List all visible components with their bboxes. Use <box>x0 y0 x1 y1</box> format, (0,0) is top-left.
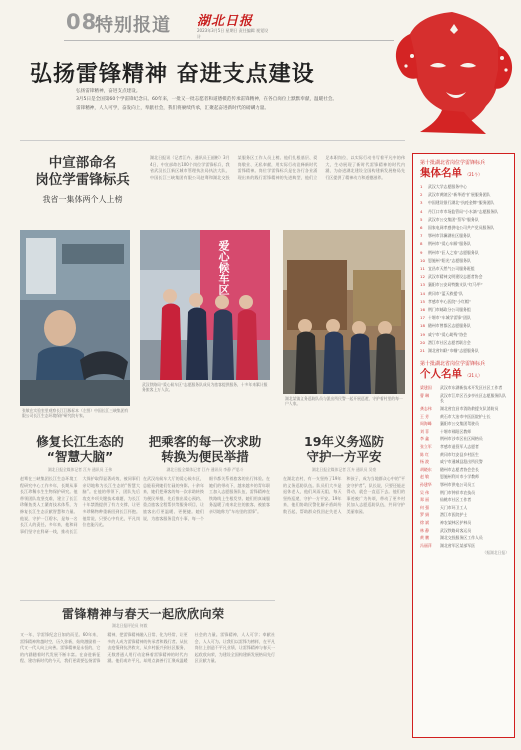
story1-title-line: 修复长江生态的 <box>36 434 124 449</box>
person-list-intro: 第十批湖北省岗位学雷锋标兵 <box>420 361 486 368</box>
group-list-item <box>420 199 509 207</box>
person-description: 湖北交投服务区工作人员 <box>440 535 483 541</box>
group-list-item <box>420 183 509 191</box>
person-list-item <box>420 490 509 496</box>
group-item-number: 11 <box>420 266 425 272</box>
person-list-item <box>420 535 509 541</box>
intro-paragraph: 3月5日是全国第60个学雷锋纪念日。60年来，一批又一批志愿者和道德模范传承雷锋精神，在各自岗位上默默奉献，温暖社会。 <box>76 97 338 103</box>
story2-photo <box>140 230 270 380</box>
group-item-name: 黄冈市“蓝天救援”队 <box>428 290 464 296</box>
person-description: 天门市环卫工人 <box>440 504 468 510</box>
group-list-item <box>420 306 509 314</box>
group-list-item <box>420 281 509 289</box>
person-description: 襄阳市公交集团驾驶员 <box>440 421 479 427</box>
lead-title-line: 中宣部命名 <box>48 155 117 171</box>
person-list-item <box>420 505 509 511</box>
person-list-item <box>420 482 509 488</box>
story3-title-line: 守护一方平安 <box>306 449 382 464</box>
person-name: 刘 菲 <box>420 428 430 434</box>
person-name: 张立军 <box>420 444 432 450</box>
person-list-item <box>420 452 509 458</box>
person-list-item <box>420 429 509 435</box>
person-name: 李 鑫 <box>420 436 430 442</box>
person-list-item <box>420 393 509 404</box>
lead-title <box>20 155 145 189</box>
group-item-name: 十堰市“车城学雷锋”团队 <box>428 315 471 321</box>
group-item-number: 9 <box>420 249 423 255</box>
person-name: 赵 敏 <box>420 474 430 480</box>
person-name: 周海峰 <box>420 421 432 427</box>
section-title: 特别报道 <box>95 15 171 36</box>
group-item-number: 19 <box>420 331 425 337</box>
group-list-item <box>420 232 509 240</box>
love-waiting-area-sign: 爱心候车区 <box>217 240 230 295</box>
story3-photo <box>283 230 405 394</box>
commentary-title: 雷锋精神与春天一起欣欣向荣 <box>62 607 225 621</box>
group-item-name: 中国建设银行湖北“抗疫金牌”服务团队 <box>428 200 495 206</box>
commentary-byline: 湖北日报评论员 何毅 <box>112 623 148 628</box>
story2-photo-image <box>140 230 270 380</box>
section-divider <box>20 140 405 141</box>
person-list-item <box>420 467 509 473</box>
intro-text <box>66 88 384 113</box>
group-item-number: 2 <box>420 192 423 198</box>
story1-photo <box>20 230 130 406</box>
group-item-name: 国家电网孝感供电公司共产党员服务队 <box>428 225 495 231</box>
group-item-number: 6 <box>420 225 423 231</box>
group-item-name: 荆州市“爱心车厢”服务队 <box>428 241 471 247</box>
intro-paragraph: 弘扬雷锋精神，奋进支点建设。 <box>76 89 141 94</box>
group-item-number: 20 <box>420 339 425 345</box>
lead-article-text: 湖北日报讯（记者江卉、通讯员王韶彬）3月4日，中宣部命名100个岗位学雷锋标兵，我省武汉长江新区城市管理执法局执法大队、中国长江三峡集团有限公司赵骞和湖北交投某服务区工作人员上榜。他们扎根基层、爱岗敬业、无私奉献，用实际行动诠释新时代雷锋精神。岗位学雷锋标兵是在各行各业涌现出来的践行雷锋精神的先进典型，他们立足本职岗位，以实际行动书写着平凡中的伟大，生动展现了新时代雷锋精神的时代内涵，为奋进湖北建设全国构建新发展格局先行区提供了精神动力和道德滋养。 <box>150 155 405 180</box>
person-name: 徐 斌 <box>420 519 430 525</box>
group-list-item <box>420 331 509 339</box>
group-list-item <box>420 322 509 330</box>
person-list-count: （21人） <box>465 373 483 379</box>
group-item-number: 3 <box>420 200 423 206</box>
group-item-name: 襄阳市公安局特勤支队“红马甲” <box>428 282 483 288</box>
person-name: 梁建国 <box>420 385 432 391</box>
story3-caption: 湖北某镇义务巡防队员与派出所民警一起开展巡逻，守护着村里的每一户人家。 <box>285 396 403 407</box>
group-list-intro: 第十批湖北省岗位学雷锋标兵 <box>420 160 486 166</box>
person-list-item <box>420 436 509 442</box>
group-item-number: 13 <box>420 282 425 288</box>
group-list-item <box>420 257 509 265</box>
person-description: 湖北省宜昌市消防救援支队消防员 <box>440 406 499 412</box>
person-name: 何 强 <box>420 504 430 510</box>
story2-caption: 武汉铁路局“爱心候车区”志愿服务队成员为旅客提供服务，十多年来累计服务旅客上万人次。 <box>142 382 268 393</box>
group-list-item <box>420 224 509 232</box>
story2-text: 在武汉站候车大厅的爱心候车区，总能看到她们忙碌的身影。十余年来，她们把乘客的每一次求助转换为便民举措，先后推出爱心预约、重点旅客全程帮扶等服务项目，让旅客出行更温暖、更便捷。她们说，为旅客服务没有小事，每一个细节都关系着旅客的出行体验。在她们的带动下，越来越多的青年职工加入志愿服务队伍，雷锋精神在铁路线上生根发芽。她们用真诚服务温暖了南来北往的旅客，被旅客亲切地称为“车站里的雷锋”。 <box>143 476 270 521</box>
intro-paragraph: 雷锋精神，人人可学，奋发向上，奉献社会，我们将赓续传承，汇聚起奋进新时代的磅礴力量。 <box>76 105 269 111</box>
group-item-number: 21 <box>420 348 425 354</box>
person-name: 杨 波 <box>420 459 430 465</box>
group-item-name: 武汉市精神文明建设志愿者协会 <box>428 274 483 280</box>
group-item-name: 丹江口市市场监管局“小水滴”志愿服务队 <box>428 208 499 214</box>
person-description: 孝感市退役军人志愿者 <box>440 444 479 450</box>
story1-title <box>20 434 140 464</box>
group-list-item <box>420 339 509 347</box>
person-name: 冯丽萍 <box>420 542 432 548</box>
group-list-item <box>420 191 509 199</box>
story3-title-line: 19年义务巡防 <box>304 434 384 449</box>
person-description: 黄石市大冶市中医医院护士长 <box>440 413 491 419</box>
panel-footer: （据湖北日报） <box>482 550 509 556</box>
person-list-item <box>420 474 509 480</box>
person-name: 吴 伟 <box>420 489 430 495</box>
person-list-title <box>420 368 509 382</box>
person-description: 荆州市沙市区社区网格员 <box>440 436 483 442</box>
group-item-number: 16 <box>420 307 425 313</box>
story1-text: 赵骞在三峡集团长江生态环境工程研究中心工作多年，长期从事长江珍稀水生生物保护研究。他带领团队攻坚克难，建立了长江珍稀鱼类人工繁育技术体系，为修复长江生态贡献智慧和力量。他说，守护一江碧水，是每一名长江人的责任。多年来，他和同事们坚守在科研一线，推动长江大保护取得显著成效，被同事们亲切地称为长江生态的“智慧大脑”。在他的带领下，团队先后攻克多项关键技术难题，为长江十年禁渔提供了有力支撑，让更多珍稀物种重新回到长江怀抱。他常说，只要心中有光，平凡岗位也能闪光。 <box>20 476 140 534</box>
person-name: 曹 琳 <box>420 392 430 398</box>
lead-title-line: 岗位学雷锋标兵 <box>35 172 130 188</box>
group-list-item <box>420 290 509 298</box>
story3-byline: 湖北日报全媒体记者 江卉 通讯员 吴豪 <box>311 467 377 472</box>
story2-title <box>140 434 270 464</box>
story2-title-line: 转换为便民举措 <box>161 449 249 464</box>
person-list <box>420 385 509 548</box>
person-name: 孙建华 <box>420 481 432 487</box>
honor-list-panel <box>412 153 515 738</box>
person-name: 龚志伟 <box>420 406 432 412</box>
header-rule <box>64 40 394 41</box>
group-item-number: 1 <box>420 184 423 189</box>
group-item-number: 10 <box>420 257 425 263</box>
person-name: 王 芳 <box>420 413 430 419</box>
person-description: 鄂州市供电公司员工 <box>440 481 476 487</box>
issue-meta: 2023年3月5日 星期日 责任编辑 视觉设计 <box>197 28 269 39</box>
group-item-name: 武汉市公交集团“蔡军”服务队 <box>428 216 479 222</box>
story1-caption: 张敏在实验室里观察长江江豚标本（左图）中国长江三峡集团有限公司长江生态环境保护研究院专家。 <box>22 408 129 419</box>
person-description: 恩施州利川市小学教师 <box>440 474 479 480</box>
person-list-item <box>420 528 509 534</box>
person-description: 十堰市郧阳区教师 <box>440 428 472 434</box>
person-list-item <box>420 497 509 503</box>
person-description: 荆门市钟祥市农技员 <box>440 489 476 495</box>
group-item-number: 14 <box>420 290 425 296</box>
group-list-item <box>420 216 509 224</box>
group-list <box>420 183 509 355</box>
story2-byline: 湖北日报全媒体记者 江卉 通讯员 李静 严思斗 <box>166 467 244 472</box>
person-description: 神农架林区护林员 <box>440 519 472 525</box>
person-description: 武汉铁路局客运员 <box>440 527 472 533</box>
person-description: 武汉市东湖新技术开发区社区工作者 <box>440 385 503 391</box>
person-name: 罗 娟 <box>420 512 430 518</box>
group-item-number: 17 <box>420 315 425 321</box>
group-list-item <box>420 347 509 355</box>
commentary-text: 又一年，学雷锋纪念日如约而至。60年来，雷锋精神跨越时空，历久弥新，始终激励着一代又一代人向上向善。雷锋精神是永恒的，它的内涵随着时代发展不断丰富。在奋进新征程、建功新时代的今天，我们更需要弘扬雷锋精神，把雷锋精神融入日常、化为经常，让更多的人成为雷锋精神的传承者和践行者。从抗击疫情到抗洪救灾，从乡村振兴到社区服务，无数普通人用行动诠释着雷锋精神的时代内涵。他们或许平凡，却用点滴善行汇聚成温暖社会的力量。雷锋精神，人人可学；奉献社会，人人可为。让我们以雷锋为榜样，在平凡岗位上创造不平凡业绩，让雷锋精神与春天一起欣欣向荣，为建设全国构建新发展格局先行区贡献力量。 <box>20 632 275 664</box>
group-item-name: 荆州市“匠人之家”志愿服务队 <box>428 249 479 255</box>
group-list-item <box>420 314 509 322</box>
group-item-name: 恩施州“阳光”志愿服务队 <box>428 257 471 263</box>
person-list-item <box>420 512 509 518</box>
group-item-number: 15 <box>420 298 425 304</box>
person-list-item <box>420 459 509 465</box>
person-list-item <box>420 444 509 450</box>
group-item-name: 鄂州市洋澜湖社区服务队 <box>428 233 471 239</box>
section-divider <box>20 600 275 601</box>
person-list-item <box>420 543 509 549</box>
group-item-name: 荆门市邮政分公司服务组 <box>428 307 471 313</box>
page-number: 08 <box>66 10 98 34</box>
person-name: 陈 红 <box>420 451 430 457</box>
person-name: 林 静 <box>420 527 430 533</box>
person-name: 郑 丽 <box>420 497 430 503</box>
group-item-number: 8 <box>420 241 423 247</box>
group-list-title <box>420 167 509 181</box>
story1-byline: 湖北日报全媒体记者 江卉 通讯员 王伟 <box>47 467 113 472</box>
person-description: 湖北省军区某部军医 <box>440 542 476 548</box>
newspaper-logo: 湖北日报 <box>197 14 254 29</box>
person-name: 黄 鹏 <box>420 535 430 541</box>
main-headline: 弘扬雷锋精神 奋进支点建设 <box>30 62 315 87</box>
group-item-number: 12 <box>420 274 425 280</box>
story3-text: 在湖北农村，有一支坚持了19年的义务巡防队伍。队员们大多是退休老人，他们风雨无阻，每天坚持巡逻，守护一方平安。19年来，他们协助民警化解矛盾纠纷数百起，帮助群众找回走失老人和孩子，成为当地群众心中的“平安守护者”。队长说，只要还能走得动，就会一直巡下去。他们的事迹被广为传颂，带动了更多村民加入志愿巡防队伍，共同守护美丽家园。 <box>283 476 405 514</box>
story1-photo-image <box>20 230 130 406</box>
person-list-title-text: 个人名单 <box>420 368 462 381</box>
person-list-item <box>420 421 509 427</box>
person-description: 随州市志愿者协会会长 <box>440 466 479 472</box>
person-list-item <box>420 520 509 526</box>
person-description: 武汉市江岸区百步亭社区志愿服务队队长 <box>440 392 507 404</box>
person-list-item <box>420 406 509 412</box>
group-list-item <box>420 240 509 248</box>
person-description: 咸宁市通城县派出所民警 <box>440 459 483 465</box>
group-list-item <box>420 298 509 306</box>
story2-title-line: 把乘客的每一次求助 <box>148 434 262 449</box>
group-item-name: 武汉市黄陂区“新华道”扩展服务团队 <box>428 192 491 198</box>
group-item-name: 潜江市社区志愿者联合会 <box>428 339 471 345</box>
lei-feng-portrait-illustration <box>390 8 520 136</box>
person-list-item <box>420 385 509 391</box>
person-description: 仙桃市社区工作者 <box>440 497 472 503</box>
group-item-name: 孝感市中心医院“小红帽” <box>428 298 471 304</box>
person-description: 潜江市医院护士 <box>440 512 468 518</box>
group-list-item <box>420 265 509 273</box>
group-item-name: 随州市曾都区志愿服务队 <box>428 323 471 329</box>
group-item-name: 湖北省妇联“巾帼”志愿服务队 <box>428 348 479 354</box>
group-item-name: 咸宁市“爱心助残”协会 <box>428 331 468 337</box>
story3-title <box>283 434 405 464</box>
group-item-number: 5 <box>420 216 423 222</box>
person-description: 黄冈市红安县乡村医生 <box>440 451 479 457</box>
story3-photo-image <box>283 230 405 394</box>
group-item-number: 4 <box>420 208 423 214</box>
group-list-item <box>420 273 509 281</box>
person-name: 胡晓东 <box>420 466 432 472</box>
group-item-name: 武汉大学志愿服务中心 <box>428 184 467 189</box>
group-list-title-text: 集体名单 <box>420 167 462 179</box>
lead-subtitle: 我省一集体两个人上榜 <box>42 195 123 204</box>
story1-title-line: “智慧大脑” <box>46 449 114 464</box>
group-list-count: （21个） <box>465 172 483 177</box>
group-item-name: 宜昌市天然气公司服务班组 <box>428 266 475 272</box>
person-list-item <box>420 414 509 420</box>
group-item-number: 7 <box>420 233 423 239</box>
group-list-item <box>420 249 509 257</box>
group-list-item <box>420 208 509 216</box>
group-item-number: 18 <box>420 323 425 329</box>
